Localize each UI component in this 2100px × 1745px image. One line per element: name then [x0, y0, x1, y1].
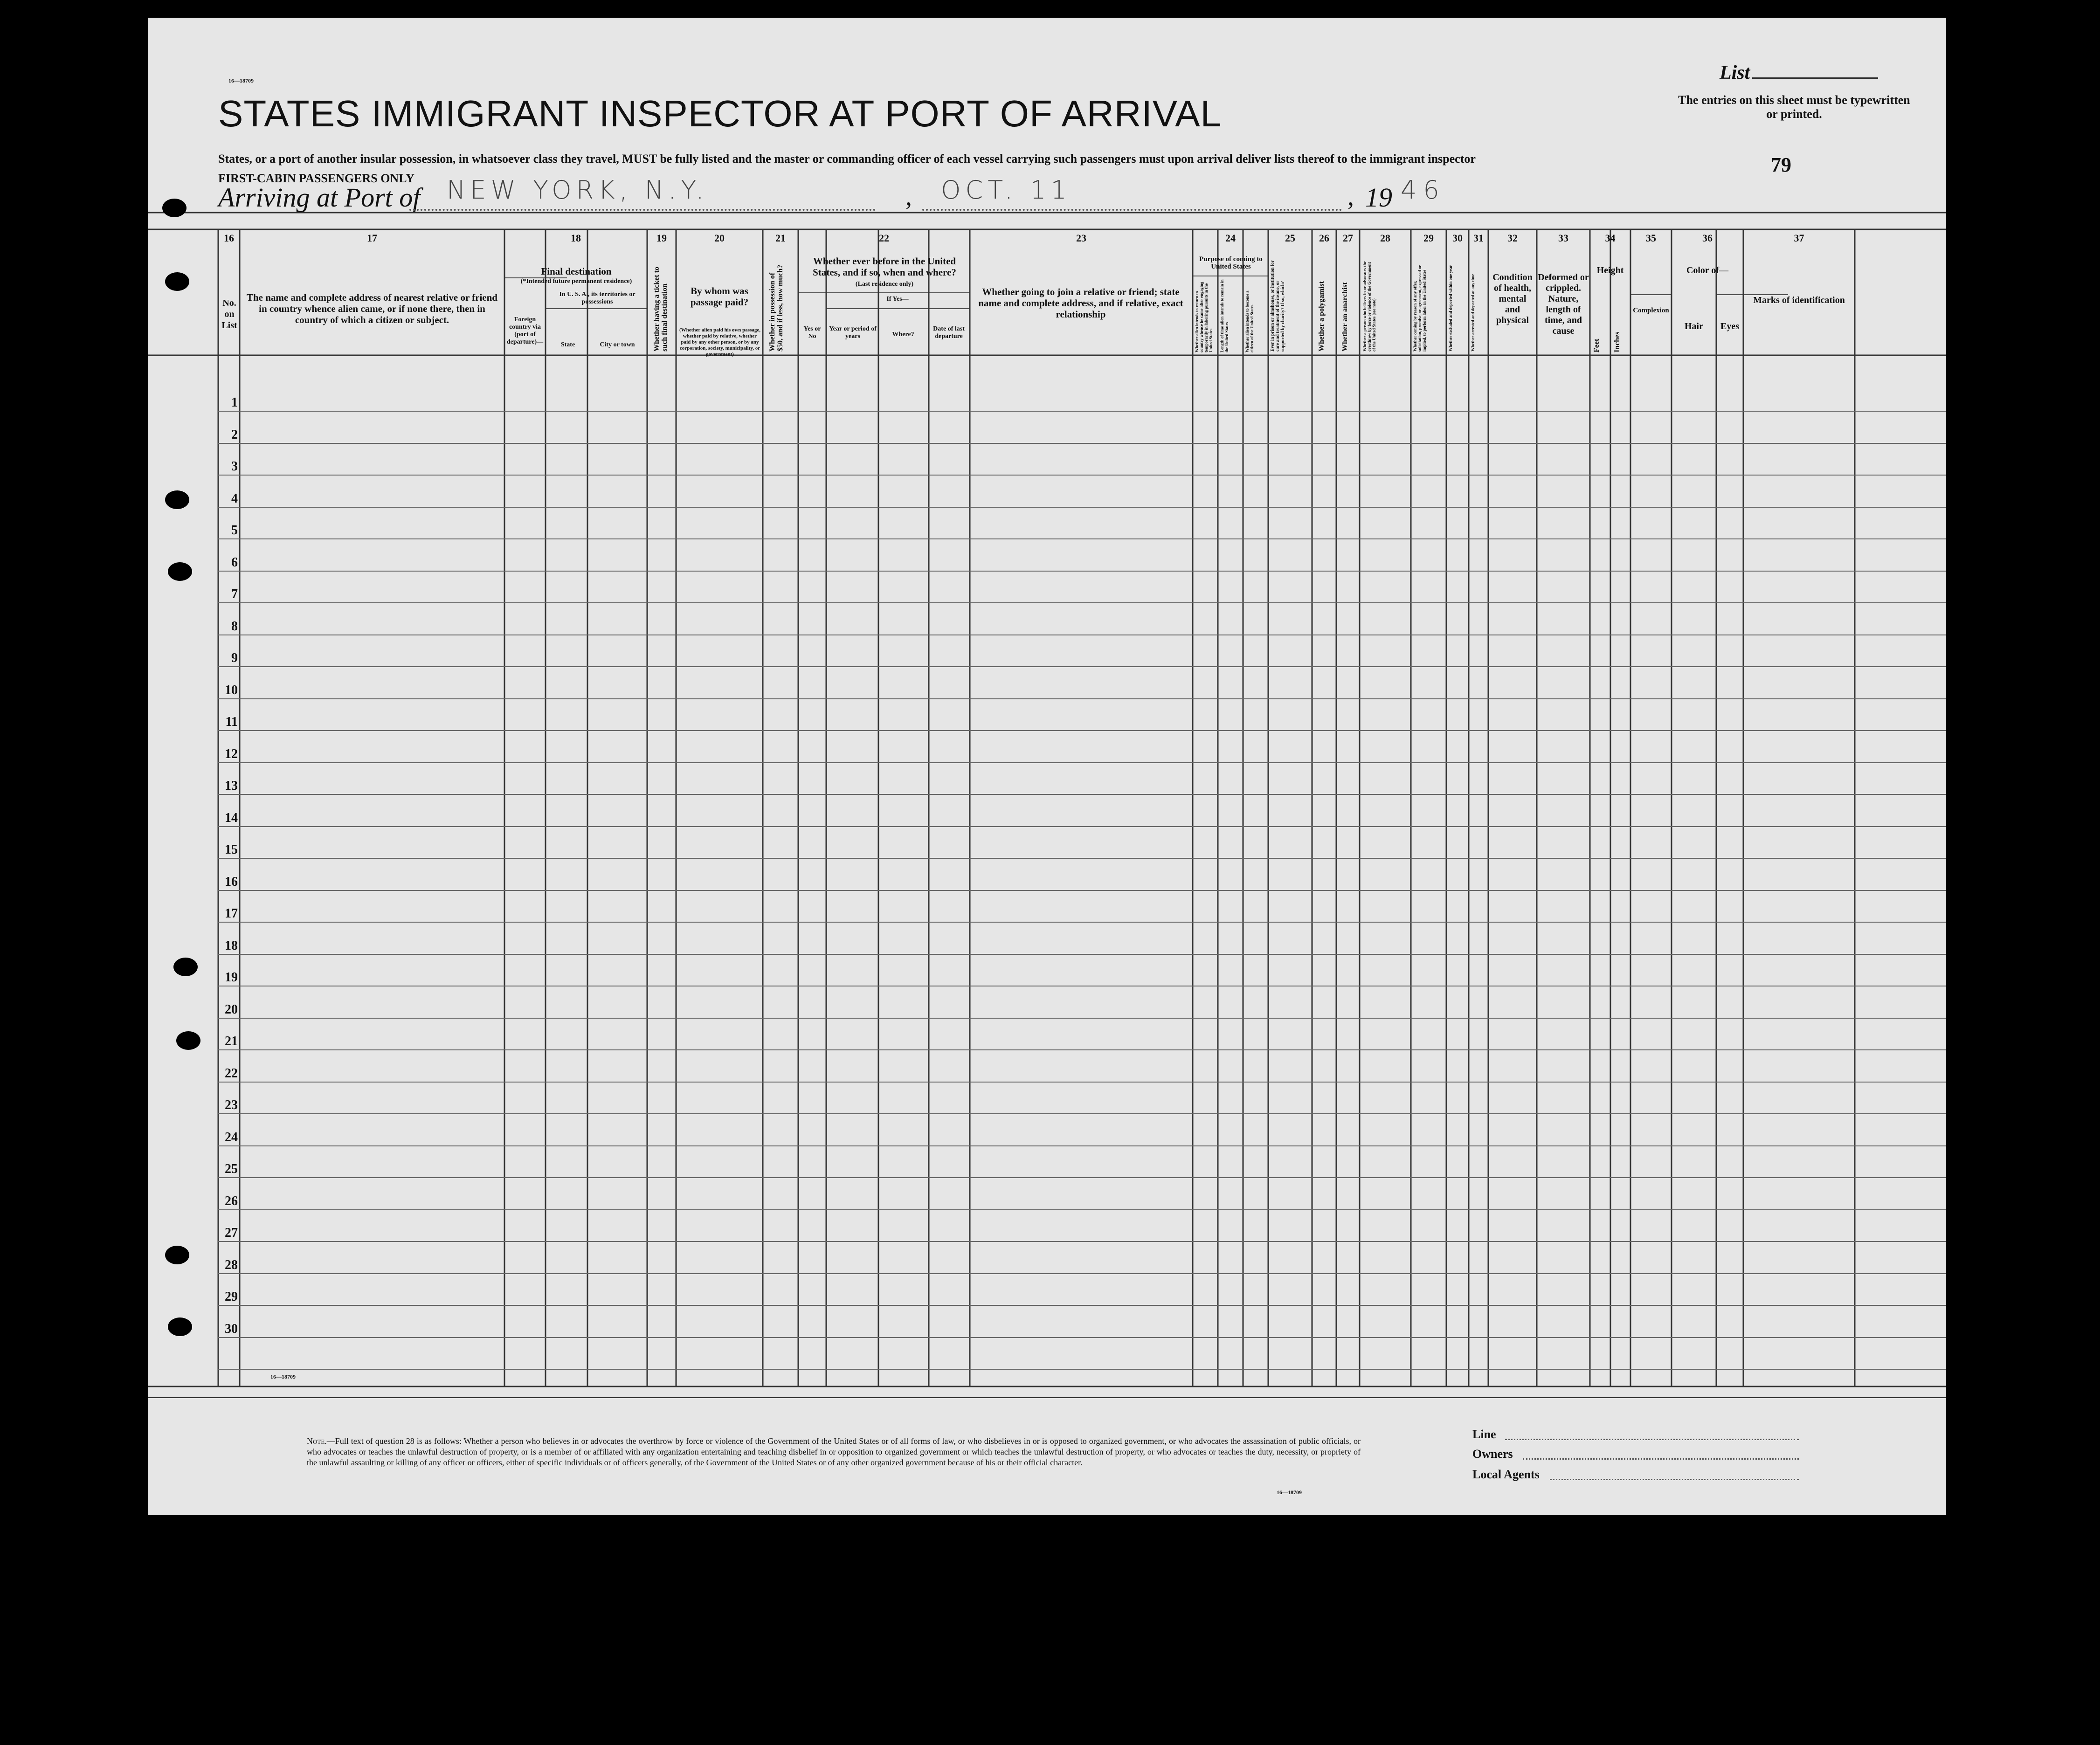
form-code-left: 16—18709 [270, 1373, 296, 1380]
hdr-in-usa: In U. S. A., its territories or possessions [559, 291, 636, 305]
punch-hole [168, 1317, 192, 1336]
colnum-22: 22 [879, 232, 889, 244]
hdr-passage-paid: By whom was passage paid? [690, 285, 749, 308]
row-number: 9 [231, 651, 238, 665]
hdr-going-to-join: Whether going to join a relative or friend; state name and complete address, and if relative, exact relationship [978, 286, 1183, 320]
row-number: 18 [225, 938, 238, 953]
hdr-foreign-country: Foreign country via (port of departure)— [506, 316, 544, 345]
colnum-24: 24 [1225, 232, 1236, 244]
hdr-polygamist: Whether a polygamist [1318, 281, 1326, 352]
form-code-top: 16—18709 [228, 77, 254, 84]
colnum-37: 37 [1794, 232, 1804, 244]
row-number: 20 [225, 1002, 238, 1017]
hdr-eyes: Eyes [1720, 321, 1739, 331]
row-number: 3 [231, 459, 238, 474]
punch-hole [173, 958, 198, 976]
hdr-state: State [560, 341, 575, 348]
row-number: 28 [225, 1258, 238, 1272]
note-label: Note. [307, 1436, 327, 1446]
hdr-labor-offer: Whether coming by reason of any offer, solicitation, promise, or agreement, expressed or implied, to perform labor in the United States [1413, 265, 1427, 352]
hdr-purpose-b: Length of time alien intends to remain in the United States [1220, 279, 1229, 352]
colnum-29: 29 [1423, 232, 1434, 244]
row-number: 5 [231, 523, 238, 538]
agents-label: Local Agents [1472, 1468, 1540, 1481]
arriving-label: Arriving at Port of [218, 182, 421, 213]
hdr-where: Where? [892, 331, 914, 338]
colnum-17: 17 [367, 232, 377, 244]
punch-hole [168, 562, 192, 581]
question-28-note [307, 1436, 1361, 1468]
colnum-26: 26 [1319, 232, 1329, 244]
form-code-right: 16—18709 [1277, 1489, 1302, 1496]
colnum-33: 33 [1558, 232, 1568, 244]
class-label: FIRST-CABIN PASSENGERS ONLY [218, 172, 414, 185]
colnum-18: 18 [571, 232, 581, 244]
agents-field [1550, 1479, 1799, 1480]
row-number: 13 [225, 779, 238, 793]
hdr-yes-no: Yes or No [803, 325, 821, 340]
hdr-if-yes: If Yes— [886, 296, 909, 303]
row-number: 25 [225, 1162, 238, 1176]
hdr-purpose: Purpose of coming to United States [1199, 255, 1263, 270]
line-label: Line [1472, 1428, 1496, 1441]
hdr-overthrow: Whether a person who believes in or advocates the overthrow by force or violence of the Government of the United States (see note) [1362, 261, 1376, 352]
row-number: 14 [225, 811, 238, 825]
hdr-purpose-a: Whether alien intends to return to country whence he came after engaging temporarily in laboring pursuits in the United States [1195, 282, 1213, 352]
row-number: 6 [231, 555, 238, 570]
owners-field [1523, 1458, 1799, 1460]
row-number: 23 [225, 1098, 238, 1112]
year-handwritten: 46 [1401, 175, 1446, 205]
row-number: 10 [225, 683, 238, 697]
colnum-35: 35 [1646, 232, 1656, 244]
row-number: 7 [231, 587, 238, 601]
row-number: 24 [225, 1130, 238, 1145]
entries-note: The entries on this sheet must be typewritten or printed. [1678, 93, 1910, 121]
hdr-marks: Marks of identification [1753, 295, 1845, 305]
line-field [1505, 1439, 1799, 1440]
row-number: 22 [225, 1066, 238, 1081]
hdr-anarchist: Whether an anarchist [1341, 282, 1349, 352]
port-handwritten: NEW YORK, N.Y. [447, 175, 709, 205]
punch-hole [165, 490, 189, 509]
hdr-prison: Ever in prison or almshouse, or institution for care and treatment of the insane, or supported by charity? If so, which? [1270, 260, 1285, 352]
row-number: 4 [231, 491, 238, 506]
hdr-feet: Feet [1593, 338, 1601, 352]
sheet-title: STATES IMMIGRANT INSPECTOR AT PORT OF ARRIVAL [218, 93, 1222, 134]
row-number: 17 [225, 906, 238, 921]
hdr-height: Height [1596, 265, 1624, 276]
page-number: 79 [1771, 153, 1791, 176]
hdr-no-on-list: No. on List [221, 298, 237, 331]
hdr-nearest-relative: The name and complete address of nearest relative or friend in country whence alien came, or if none there, then in country of which a citizen or subject. [247, 292, 497, 325]
colnum-27: 27 [1343, 232, 1353, 244]
colnum-21: 21 [775, 232, 786, 244]
row-number: 21 [225, 1034, 238, 1048]
row-number: 1 [231, 395, 238, 410]
punch-hole [165, 1246, 189, 1264]
row-number: 19 [225, 970, 238, 985]
hdr-final-destination: Final destination [541, 266, 612, 277]
hdr-year-period: Year or period of years [829, 325, 877, 340]
hdr-purpose-c: Whether alien intends to become a citizen of the United States [1245, 290, 1254, 352]
comma-1: , [905, 182, 912, 211]
punch-hole [176, 1031, 200, 1050]
date-handwritten: OCT. 11 [941, 175, 1071, 205]
hdr-inches: Inches [1613, 331, 1621, 352]
manifest-sheet [148, 18, 1946, 1515]
colnum-30: 30 [1452, 232, 1463, 244]
hdr-ever-before: Whether ever before in the United States, and if so, when and where? [813, 255, 956, 278]
hdr-excluded: Whether excluded and deported within one year [1448, 265, 1453, 352]
row-number: 30 [225, 1322, 238, 1336]
list-label: List [1720, 62, 1750, 83]
year-prefix: 19 [1365, 182, 1392, 213]
colnum-16: 16 [224, 232, 234, 244]
row-number: 29 [225, 1290, 238, 1304]
colnum-25: 25 [1285, 232, 1295, 244]
comma-2: , [1347, 182, 1354, 211]
row-number: 8 [231, 619, 238, 634]
colnum-36: 36 [1702, 232, 1713, 244]
hdr-hair: Hair [1685, 321, 1703, 331]
hdr-deformed: Deformed or crippled. Nature, length of time, and cause [1538, 272, 1589, 336]
note-text: —Full text of question 28 is as follows: Whether a person who believes in or advocates the overthrow by force or violence of the Government of the United States or of all forms of law, or who disbelieves in or is opposed to organized government, or who advocates the assassination of public officials, or who advocates or teaches the unlawful destruction of property, or is a member of or affiliated with any organization entertaining and teaching disbelief in or opposition to organized government or which teaches the unlawful destruction of property, or who advocates or teaches the duty, necessity, or propriety of the unlawful assaulting or killing of any officer or officers, either of specific individuals or of officers generally, of the Government of the United States or of any other organized government because of his or their official character. [307, 1436, 1361, 1467]
row-number: 2 [231, 428, 238, 442]
sheet-subtitle: States, or a port of another insular possession, in whatsoever class they travel, MUST be fully listed and the master or commanding officer of each vessel carrying such passengers must upon arrival deliver lists thereof to the immigrant inspector [218, 152, 1476, 166]
row-number: 11 [225, 715, 238, 729]
colnum-31: 31 [1473, 232, 1484, 244]
hdr-final-destination-note: (*Intended future permanent residence) [520, 278, 632, 285]
colnum-19: 19 [656, 232, 667, 244]
row-number: 16 [225, 875, 238, 889]
hdr-passage-note: (Whether alien paid his own passage, whether paid by relative, whether paid by any other person, or by any corporation, society, municipality, or government) [679, 327, 760, 357]
colnum-28: 28 [1380, 232, 1390, 244]
hdr-ticket: Whether having a ticket to such final destination [653, 267, 669, 352]
hdr-color-of: Color of— [1686, 265, 1729, 276]
row-number: 12 [225, 747, 238, 761]
owners-label: Owners [1472, 1447, 1513, 1461]
colnum-34: 34 [1605, 232, 1616, 244]
hdr-date-departure: Date of last departure [933, 325, 965, 340]
colnum-32: 32 [1507, 232, 1518, 244]
hdr-health: Condition of health, mental and physical [1492, 272, 1533, 325]
hdr-complexion: Complexion [1633, 307, 1669, 314]
hdr-city: City or town [600, 341, 635, 348]
hdr-last-residence: (Last residence only) [855, 281, 914, 288]
row-number: 27 [225, 1226, 238, 1240]
row-number: 26 [225, 1194, 238, 1208]
colnum-20: 20 [714, 232, 725, 244]
punch-hole [162, 199, 187, 217]
row-number: 15 [225, 842, 238, 857]
punch-hole [165, 272, 189, 291]
hdr-arrested: Whether arrested and deported at any time [1471, 274, 1475, 352]
colnum-23: 23 [1076, 232, 1086, 244]
hdr-fifty-dollars: Whether in possession of $50, and if less, how much? [768, 264, 784, 352]
